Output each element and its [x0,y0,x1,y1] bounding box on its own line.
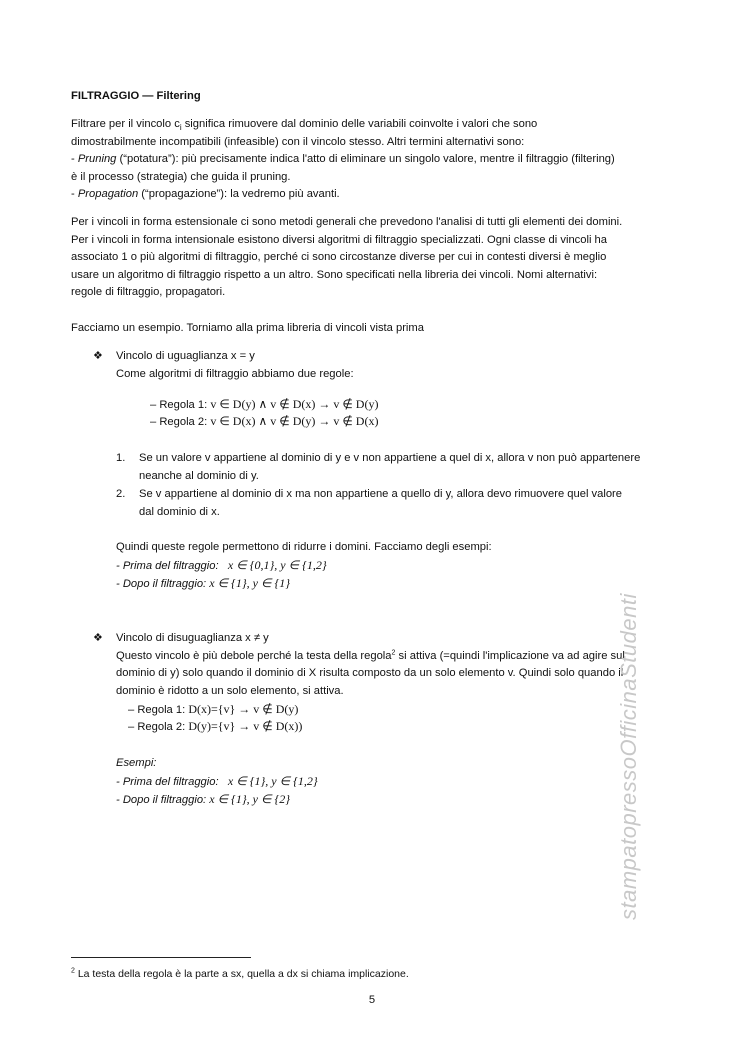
intro-line-4: è il processo (strategia) che guida il pruning. [71,170,291,183]
list-item [139,450,684,485]
watermark: stampatopressoOfficinaStudenti [616,593,641,920]
list-item-line: neanche al dominio di y. [139,469,259,482]
inequality-examples [116,755,676,810]
footnote-divider [71,957,251,958]
section-heading: FILTRAGGIO — Filtering [71,90,201,102]
list-item-line: Se un valore v appartiene al dominio di y e v non appartiene a quel di x, allora v non può appartenere [139,452,641,464]
list-item-line: dal dominio di x. [139,505,220,518]
inequality-line-2: dominio di y) solo quando il dominio di X risulta composto da un solo elemento v. Quindi solo quando il [116,667,624,680]
examples-label: Esempi: [116,757,157,769]
intro-paragraph [71,116,681,204]
list-item-line: Se v appartiene al dominio di x ma non appartiene a quello di y, allora devo rimuovere quel valore [139,488,623,500]
inequality-line-1: Questo vincolo è più debole perché la testa della regola$^2$ si attiva (=quindi l'implicazione va ad agire sul [116,648,625,662]
list-item-number: 2. [116,488,126,500]
equality-rule-2: – Regola 2: v ∈ D(x) ∧ v ∉ D(y) → v ∉ D(x) [150,414,379,428]
para2-line: usare un algoritmo di filtraggio rispetto a un altro. Sono specificati nella libreria dei vincoli. Nomi alternativi: [71,268,598,281]
footnote: $^2$ La testa della regola è la parte a sx, quella a dx si chiama implicazione. [71,967,409,980]
example-after: - Dopo il filtraggio: x ∈ {1}, y ∈ {1} [116,576,291,591]
para2-line: Per i vincoli in forma estensionale ci sono metodi generali che prevedono l'analisi di tutti gli elementi dei domini. [71,216,623,228]
list-item [139,486,684,521]
diamond-bullet-icon: ❖ [93,350,103,362]
intro-line-2: dimostrabilmente incompatibili (infeasible) con il vincolo stesso. Altri termini alternativi sono: [71,135,525,148]
example-before: - Prima del filtraggio: x ∈ {1}, y ∈ {1,2} [116,773,318,788]
inequality-rule-1: – Regola 1: D(x)={v} → v ∉ D(y) [128,702,299,716]
para2-line: Per i vincoli in forma intensionale esistono diversi algoritmi di filtraggio specializzati. Ogni classe di vincoli ha [71,233,608,246]
inequality-section [116,630,686,700]
equality-conclusion: Quindi queste regole permettono di ridurre i domini. Facciamo degli esempi: [116,541,492,553]
example-intro: Facciamo un esempio. Torniamo alla prima libreria di vincoli vista prima [71,322,424,334]
example-before: - Prima del filtraggio: x ∈ {0,1}, y ∈ {1,2} [116,557,327,572]
intro-line-3: - Pruning (“potatura”): più precisamente indica l'atto di eliminare un singolo valore, mentre il filtraggio (filtering) [71,153,615,166]
list-item-number: 1. [116,452,126,464]
page-number: 5 [368,994,376,1006]
equality-rule-1: – Regola 1: v ∈ D(y) ∧ v ∉ D(x) → v ∉ D(y) [150,397,379,411]
intro-line-5: - Propagation (“propagazione”): la vedremo più avanti. [71,188,340,201]
equality-title: Vincolo di uguaglianza x = y [116,350,255,362]
inequality-rule-2: – Regola 2: D(y)={v} → v ∉ D(x)) [128,719,303,733]
intro-line-1: Filtrare per il vincolo $c_i$ significa rimuovere dal dominio delle variabili coinvolte i valori che sono [71,118,538,133]
filtering-algorithms-paragraph [71,214,681,302]
equality-examples [116,539,676,594]
equality-section [116,348,676,383]
inequality-line-3: dominio è ridotto a un solo elemento, si attiva. [116,684,344,697]
inequality-title: Vincolo di disuguaglianza x ≠ y [116,632,269,644]
diamond-bullet-icon: ❖ [93,632,103,644]
para2-line: associato 1 o più algoritmi di filtraggio, perché ci sono circostanze diverse per cui in contesti diversi è meglio [71,251,607,264]
equality-subtitle: Come algoritmi di filtraggio abbiamo due regole: [116,367,354,380]
example-after: - Dopo il filtraggio: x ∈ {1}, y ∈ {2} [116,792,291,807]
para2-line: regole di filtraggio, propagatori. [71,286,226,299]
